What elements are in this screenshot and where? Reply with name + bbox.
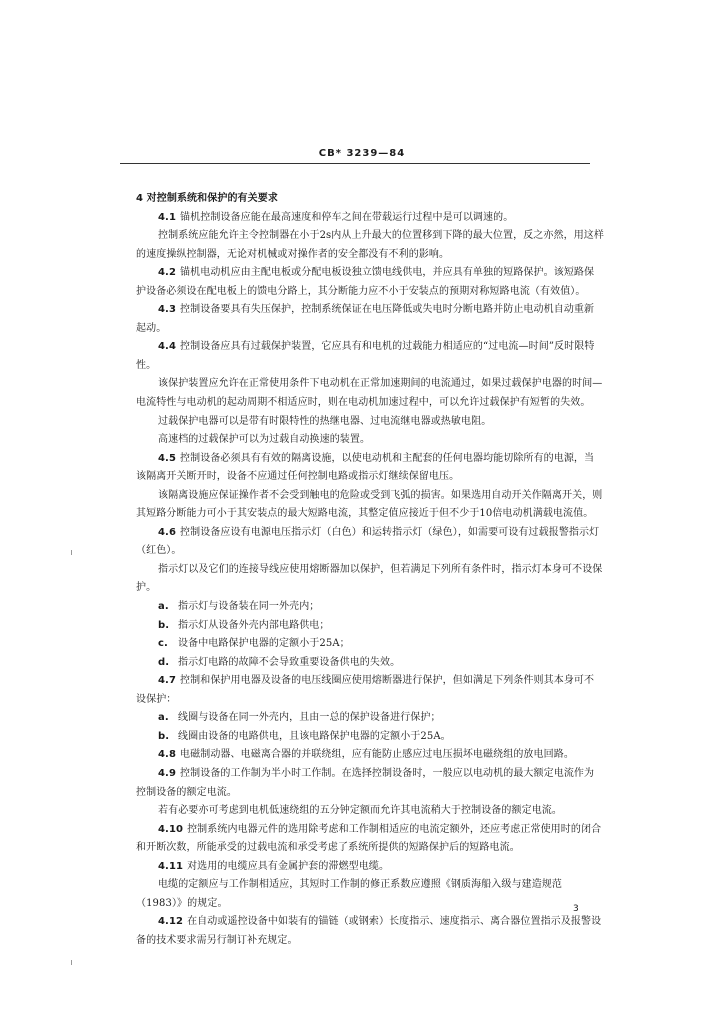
clause-4-8 (136, 746, 604, 765)
list-item-text: 指示灯电路的故障不会导致重要设备供电的失效。 (178, 656, 401, 668)
clause-text: 在自动或遥控设备中如装有的锚链（或钢索）长度指示、速度指示、离合器位置指示及报警设备的技术要求需另行制订补充规定。 (136, 916, 602, 946)
clause-text: 控制系统内电器元件的选用除考虑和工作制相适应的电流定额外，还应考虑正常使用时的闭合和开断次数，所能承受的过载电流和承受考虑了系统所提供的短路保护后的短路电流。 (136, 823, 602, 854)
clause-text: 对选用的电缆应具有金属护套的滞燃型电缆。 (187, 860, 390, 872)
list-item-text: 指示灯与设备装在同一外壳内； (178, 601, 320, 613)
clause-4-3 (136, 301, 604, 338)
clause-4-4-continued: 过载保护电器可以是带有时限特性的热继电器、过电流继电器或热敏电阻。 (158, 415, 492, 427)
list-item-label: d. (158, 656, 170, 668)
list-item (136, 617, 604, 636)
document-body (136, 190, 604, 950)
clause-4-5 (136, 450, 604, 487)
scan-mark (71, 960, 72, 965)
list-item-text: 线圈由设备的电路供电，且该电路保护电器的定额小于25A。 (178, 730, 451, 742)
clause-4-2 (136, 264, 604, 301)
list-item-label: a. (158, 601, 169, 613)
clause-number: 4.9 (158, 767, 177, 779)
list-item-label: c. (158, 638, 168, 650)
clause-text: 控制设备必须具有有效的隔离设施，以使电动机和主配套的任何电器均能切除所有的电源，当该隔离开关断开时，设备不应通过任何控制电路或指示灯继续保留电压。 (136, 452, 595, 483)
clause-4-11-continued: 电缆的定额应与工作制相适应，其短时工作制的修正系数应遵照《钢质海船入级与建造规范（1983）》的规定。 (136, 879, 562, 909)
standard-code-header: CB* 3239—84 (318, 148, 406, 159)
list-item (136, 635, 604, 654)
clause-number: 4.6 (158, 526, 177, 538)
clause-4-10 (136, 821, 604, 858)
clause-4-6 (136, 524, 604, 561)
clause-4-4 (136, 338, 604, 375)
clause-text: 锚机控制设备应能在最高速度和停车之间在带载运行过程中是可以调速的。 (180, 211, 514, 223)
clause-number: 4.11 (158, 860, 184, 872)
clause-number: 4.10 (158, 823, 184, 835)
clause-4-6-continued: 指示灯以及它们的连接导线应使用熔断器加以保护，但若满足下列所有条件时，指示灯本身可不设保护。 (136, 563, 603, 594)
list-item-text: 指示灯从设备外壳内部电路供电； (178, 619, 330, 631)
clause-4-7 (136, 672, 604, 709)
clause-text: 控制设备应设有电源电压指示灯（白色）和运转指示灯（绿色），如需要可设有过载报警指示灯（红色）。 (136, 526, 600, 557)
section-title: 4 对控制系统和保护的有关要求 (136, 193, 278, 204)
scan-mark (71, 550, 72, 555)
clause-number: 4.12 (158, 916, 184, 928)
clause-number: 4.7 (158, 675, 177, 687)
clause-4-4-continued: 高速档的过载保护可以为过载自动换速的装置。 (158, 434, 371, 446)
clause-text: 锚机电动机应由主配电板或分配电板设独立馈电线供电，并应具有单独的短路保护。该短路保护设备必须设在配电板上的馈电分路上，其分断能力应不小于安装点的预期对称短路电流（有效值）。 (136, 267, 595, 297)
clause-text: 控制和保护用电器及设备的电压线圈应使用熔断器进行保护，但如满足下列条件则其本身可不设保护： (136, 675, 595, 705)
clause-4-11 (136, 858, 604, 877)
clause-number: 4.1 (158, 211, 177, 223)
clause-number: 4.5 (158, 452, 177, 464)
list-item-label: b. (158, 619, 170, 631)
clause-4-1 (136, 209, 604, 228)
clause-number: 4.3 (158, 304, 177, 316)
list-item-label: a. (158, 712, 169, 724)
header-rule (120, 163, 590, 164)
clause-text: 电磁制动器、电磁离合器的并联绕组，应有能防止感应过电压损坏电磁绕组的放电回路。 (180, 749, 574, 761)
clause-number: 4.4 (158, 341, 177, 353)
clause-4-9 (136, 765, 604, 802)
list-item (136, 728, 604, 747)
list-item-text: 设备中电路保护电器的定额小于25A； (178, 638, 350, 650)
clause-text: 控制设备要具有失压保护，控制系统保证在电压降低或失电时分断电路并防止电动机自动重新起动。 (136, 304, 595, 334)
clause-4-4-continued: 该保护装置应允许在正常使用条件下电动机在正常加速期间的电流通过，如果过载保护电器的时间—电流特性与电动机的起动周期不相适应时，则在电动机加速过程中，可以允许过载保护有短暂的失效。 (136, 378, 603, 409)
clause-4-1-continued: 控制系统应能允许主令控制器在小于2s内从上升最大的位置移到下降的最大位置，反之亦然，用这样的速度操纵控制器，无论对机械或对操作者的安全都没有不利的影响。 (136, 230, 604, 260)
clause-4-12 (136, 913, 604, 950)
list-item-text: 线圈与设备在同一外壳内，且由一总的保护设备进行保护； (178, 712, 441, 724)
clause-text: 控制设备应具有过载保护装置，它应具有和电机的过载能力相适应的“过电流—时间”反时限特性。 (136, 341, 595, 371)
list-item (136, 654, 604, 673)
clause-number: 4.8 (158, 749, 177, 761)
clause-text: 控制设备的工作制为半小时工作制。在选择控制设备时，一般应以电动机的最大额定电流作为控制设备的额定电流。 (136, 767, 595, 798)
clause-4-9-continued: 若有必要亦可考虑到电机低速绕组的五分钟定额而允许其电流稍大于控制设备的额定电流。 (158, 805, 562, 817)
clause-4-5-continued: 该隔离设施应保证操作者不会受到触电的危险或受到飞弧的损害。如果选用自动开关作隔离开关，则其短路分断能力可小于其安装点的最大短路电流，其整定值应接近于但不少于10倍电动机满载电流值。 (136, 489, 603, 520)
list-item (136, 709, 604, 728)
list-item-label: b. (158, 730, 170, 742)
clause-number: 4.2 (158, 267, 177, 279)
list-item (136, 598, 604, 617)
page-number: 3 (573, 904, 579, 914)
